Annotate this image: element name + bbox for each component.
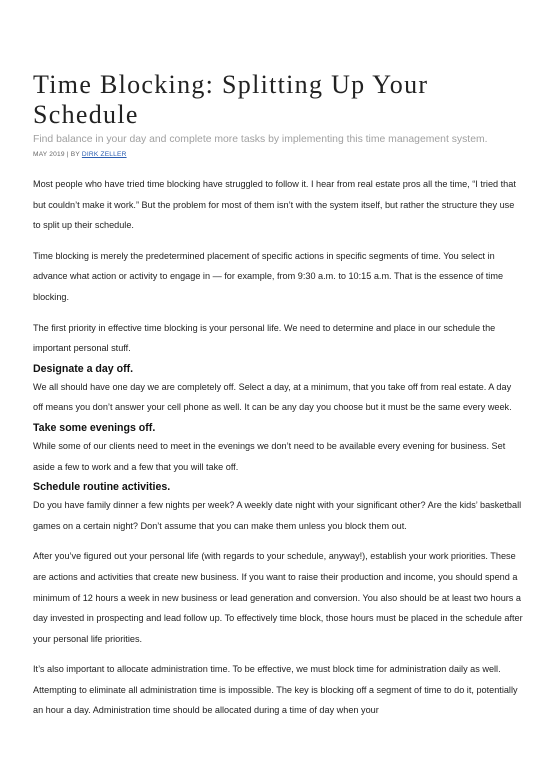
section-text: While some of our clients need to meet in the evenings we don’t need to be available every evening for business. Set aside a few to work and a few that you will take off.: [33, 440, 506, 472]
article-title: Time Blocking: Splitting Up Your Schedule: [33, 70, 429, 129]
paragraph: Time blocking is merely the predetermined placement of specific actions in specific segments of time. You select in advance what action or activity to engage in — for example, from 9:30 a.m. to 10:15 a.m. That is the essence of time blocking.: [33, 250, 504, 302]
section-heading: Designate a day off.: [33, 362, 134, 375]
article-subtitle: Find balance in your day and complete more tasks by implementing this time management system.: [33, 134, 488, 145]
paragraph: The first priority in effective time blocking is your personal life. We need to determine and place in our schedule the important personal stuff.: [33, 322, 496, 354]
byline-date: MAY 2019 | BY: [33, 151, 82, 158]
paragraph: Most people who have tried time blocking have struggled to follow it. I hear from real estate pros all the time, “I tried that but couldn’t make it work.” But the problem for most of them isn’t with the system itself, but rather the structure they use to split up their schedule.: [33, 179, 516, 231]
author-link[interactable]: DIRK ZELLER: [81, 151, 127, 158]
section-text: We all should have one day we are completely off. Select a day, at a minimum, that you take off from real estate. A day off means you don’t answer your cell phone as well. It can be any day you choose but it must be the same every week.: [33, 381, 512, 413]
article: [33, 70, 523, 731]
section-heading: Take some evenings off.: [33, 421, 156, 434]
section-text: Do you have family dinner a few nights per week? A weekly date night with your significant other? Are the kids’ basketball games on a certain night? Don’t assume that you can make them unless you block them out.: [33, 500, 522, 531]
paragraph: It’s also important to allocate administration time. To be effective, we must block time for administration daily as well. Attempting to eliminate all administration time is impossible. The key is blocking off a segment of time to do it, potentially an hour a day. Administration time should be allocated during a time of day when your: [33, 664, 518, 716]
section-heading: Schedule routine activities.: [33, 481, 171, 494]
article-body: [33, 174, 523, 721]
byline: [33, 150, 523, 159]
paragraph: After you’ve figured out your personal life (with regards to your schedule, anyway!), establish your work priorities. These are actions and activities that create new business. If you want to raise their production and income, you should spend a minimum of 12 hours a week in new business or lead generation and conversion. You also should be at least two hours a day invested in prospecting and lead follow up. To effectively time block, those hours must be placed in the schedule after your personal life priorities.: [33, 551, 523, 644]
